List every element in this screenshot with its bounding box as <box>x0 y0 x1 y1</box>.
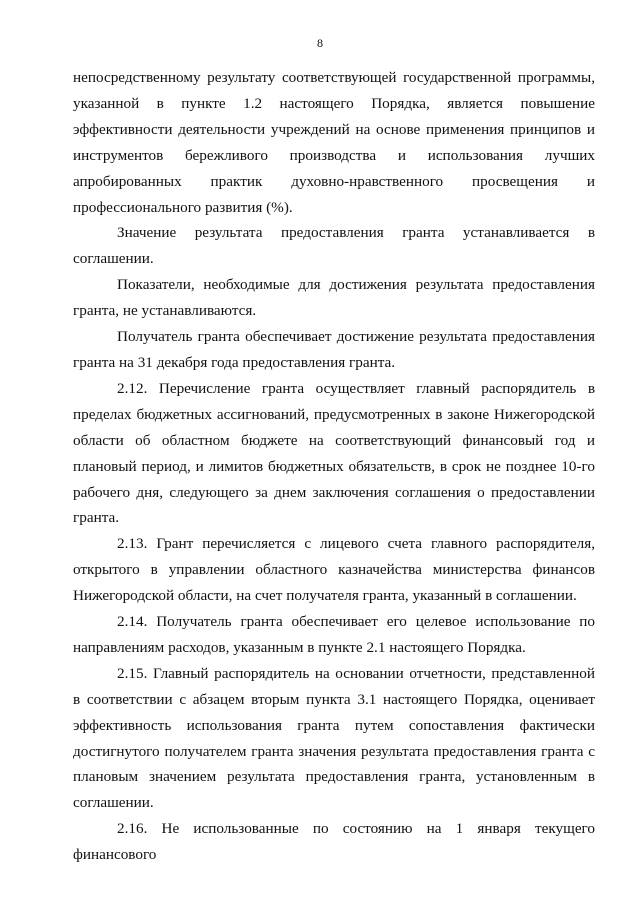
paragraph-2-15: 2.15. Главный распорядитель на основании отчетности, представленной в соответствии с абзацем вторым пункта 3.1 настоящего Порядка, оценивает эффективность использования гранта путем сопоставления фактически достигнутого получателем гранта значения результата предоставления гранта с плановым значением результата предоставления гранта, установленным в соглашении. <box>73 664 595 812</box>
document-body <box>73 65 595 868</box>
paragraph-result-value: Значение результата предоставления гранта устанавливается в соглашении. <box>73 224 595 268</box>
paragraph-2-12: 2.12. Перечисление гранта осуществляет главный распорядитель в пределах бюджетных ассигнований, предусмотренных в законе Нижегородской области об областном бюджете на соответствующий финансовый год и плановый период, и лимитов бюджетных обязательств, в срок не позднее 10-го рабочего дня, следующего за днем заключения соглашения о предоставлении гранта. <box>73 379 595 527</box>
paragraph-2-13: 2.13. Грант перечисляется с лицевого счета главного распорядителя, открытого в управлении областного казначейства министерства финансов Нижегородской области, на счет получателя гранта, указанный в соглашении. <box>73 535 595 605</box>
paragraph-indicators: Показатели, необходимые для достижения результата предоставления гранта, не устанавливаются. <box>73 276 595 320</box>
paragraph-recipient-result: Получатель гранта обеспечивает достижение результата предоставления гранта на 31 декабря года предоставления гранта. <box>73 328 595 371</box>
paragraph-continuation: непосредственному результату соответствующей государственной программы, указанной в пункте 1.2 настоящего Порядка, является повышение эффективности деятельности учреждений на основе применения принципов и инструментов бережливого производства и использования лучших апробированных практик духовно-нравственного просвещения и профессионального развития (%). <box>73 69 595 216</box>
paragraph-2-16: 2.16. Не использованные по состоянию на 1 января текущего финансового <box>73 820 595 864</box>
paragraph-2-14: 2.14. Получатель гранта обеспечивает его целевое использование по направлениям расходов, указанным в пункте 2.1 настоящего Порядка. <box>73 613 595 656</box>
page-number: 8 <box>317 36 323 50</box>
